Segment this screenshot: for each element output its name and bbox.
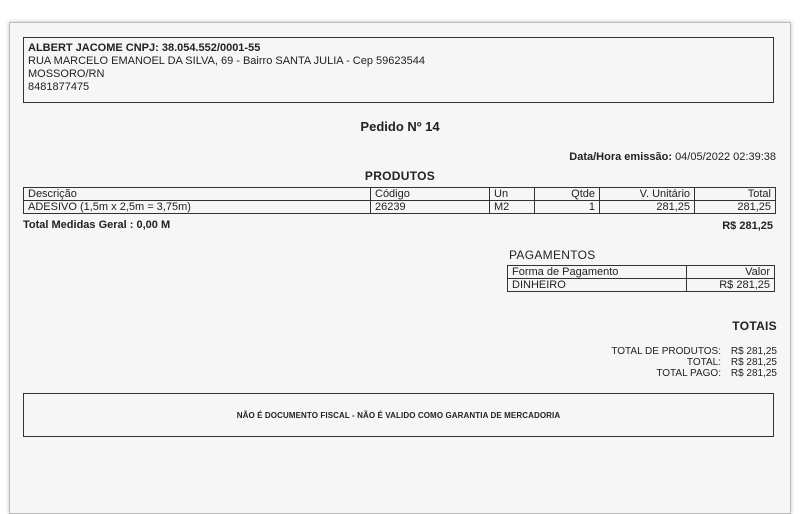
payments-table bbox=[507, 265, 775, 292]
totals-label: TOTAL: bbox=[686, 357, 721, 368]
emission-value: 04/05/2022 02:39:38 bbox=[675, 151, 776, 163]
receipt-sheet bbox=[9, 22, 791, 514]
table-row bbox=[24, 201, 776, 214]
cell-codigo: 26239 bbox=[371, 201, 490, 214]
company-city: MOSSORO/RN bbox=[28, 68, 105, 80]
emission-datetime bbox=[569, 151, 776, 163]
total-medidas: Total Medidas Geral : 0,00 M bbox=[23, 219, 171, 231]
cell-un: M2 bbox=[490, 201, 535, 214]
col-descricao: Descrição bbox=[24, 188, 371, 201]
col-forma: Forma de Pagamento bbox=[508, 266, 687, 279]
company-address: RUA MARCELO EMANOEL DA SILVA, 69 - Bairro SANTA JULIA - Cep 59623544 bbox=[28, 55, 425, 67]
col-valor: Valor bbox=[687, 266, 775, 279]
col-unitario: V. Unitário bbox=[600, 188, 695, 201]
totals-row bbox=[611, 346, 777, 357]
fiscal-disclaimer bbox=[23, 393, 774, 437]
company-header bbox=[23, 37, 774, 103]
cell-unitario: 281,25 bbox=[600, 201, 695, 214]
totals-value: R$ 281,25 bbox=[730, 357, 777, 368]
col-total: Total bbox=[695, 188, 776, 201]
company-phone: 8481877475 bbox=[28, 81, 90, 93]
totals-row bbox=[611, 368, 777, 379]
cell-forma: DINHEIRO bbox=[508, 279, 687, 292]
totals-title: TOTAIS bbox=[732, 319, 777, 333]
cell-valor: R$ 281,25 bbox=[687, 279, 775, 292]
order-title: Pedido Nº 14 bbox=[360, 119, 440, 134]
col-un: Un bbox=[490, 188, 535, 201]
totals-label: TOTAL DE PRODUTOS: bbox=[611, 346, 721, 357]
totals-label: TOTAL PAGO: bbox=[656, 368, 721, 379]
payments-header-row bbox=[508, 266, 775, 279]
cell-descricao: ADESIVO (1,5m x 2,5m = 3,75m) bbox=[24, 201, 371, 214]
totals-value: R$ 281,25 bbox=[730, 368, 777, 379]
emission-label: Data/Hora emissão: bbox=[569, 151, 672, 163]
company-name: ALBERT JACOME CNPJ: 38.054.552/0001-55 bbox=[28, 42, 261, 54]
payments-title: PAGAMENTOS bbox=[509, 248, 596, 262]
totals-row bbox=[611, 357, 777, 368]
products-table bbox=[23, 187, 776, 214]
products-total-value: R$ 281,25 bbox=[722, 220, 773, 232]
col-codigo: Código bbox=[371, 188, 490, 201]
products-title: PRODUTOS bbox=[364, 169, 436, 183]
cell-qtde: 1 bbox=[535, 201, 600, 214]
totals-value: R$ 281,25 bbox=[730, 346, 777, 357]
table-row bbox=[508, 279, 775, 292]
fiscal-disclaimer-text: NÃO É DOCUMENTO FISCAL - NÃO É VALIDO COMO GARANTIA DE MERCADORIA bbox=[236, 410, 561, 420]
cell-total: 281,25 bbox=[695, 201, 776, 214]
col-qtde: Qtde bbox=[535, 188, 600, 201]
products-header-row bbox=[24, 188, 776, 201]
totals-block bbox=[611, 346, 777, 379]
